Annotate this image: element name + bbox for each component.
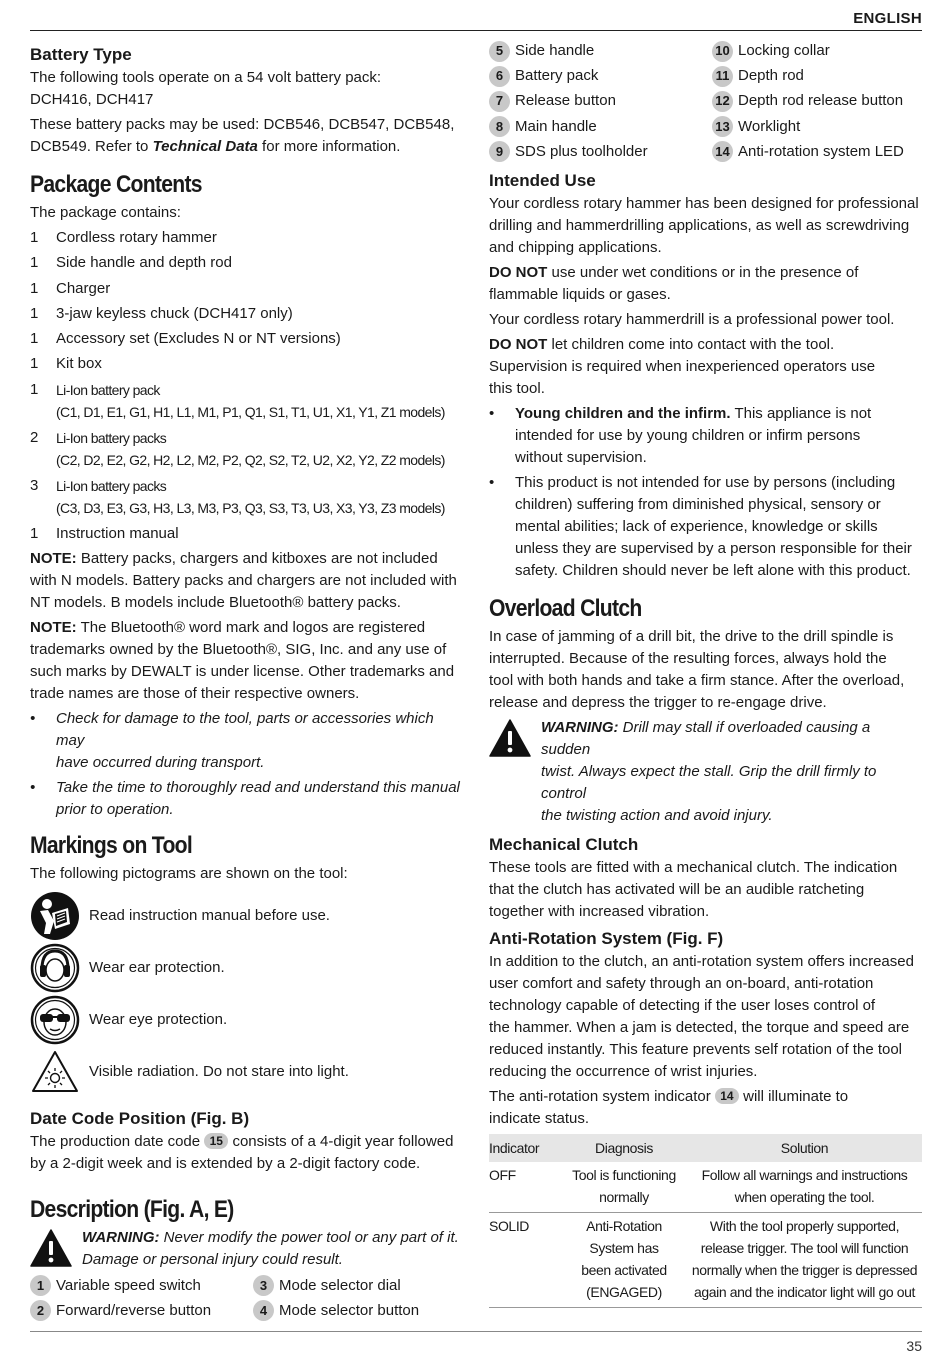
note-1 — [30, 548, 465, 614]
table-row — [489, 1162, 922, 1213]
warning-line: twist. Always expect the stall. Grip the drill firmly to control — [541, 762, 877, 802]
paragraph-line: tool with both hands and take a firm stance. After the overload, — [489, 671, 905, 689]
read-manual-icon — [30, 891, 80, 941]
cell-line: when operating the tool. — [734, 1188, 875, 1205]
paragraph-line: technology capable of detecting if the user loses control of — [489, 996, 876, 1014]
part-label: Locking collar — [738, 42, 830, 59]
list-text — [56, 379, 465, 423]
mechanical-clutch-heading: Mechanical Clutch — [489, 834, 639, 854]
part-item — [30, 1300, 253, 1322]
part-label: Mode selector dial — [279, 1276, 401, 1294]
battery-type-line: DCH416, DCH417 — [30, 91, 154, 108]
list-text: Cordless rotary hammer — [56, 229, 217, 246]
note-line: The Bluetooth® word mark and logos are registered — [76, 618, 426, 636]
part-item — [712, 65, 922, 87]
list-qty: 1 — [30, 254, 39, 272]
list-qty: 2 — [30, 428, 39, 446]
list-item — [30, 328, 465, 350]
cell-line: release trigger. The tool will function — [700, 1239, 909, 1256]
cell-line: again and the indicator light will go out — [694, 1283, 915, 1300]
pictogram-text: Read instruction manual before use. — [89, 906, 330, 924]
bullet-text — [56, 777, 465, 821]
description-warning — [30, 1227, 465, 1271]
package-contents-heading: Package Contents — [30, 171, 202, 198]
battery-type-line: These battery packs may be used: DCB546, DCB547, DCB548, — [30, 116, 455, 133]
cell-line: Follow all warnings and instructions — [701, 1166, 908, 1183]
emphasis: DO NOT — [489, 335, 548, 353]
list-line: Li-Ion battery packs — [56, 477, 167, 494]
bullet-text — [515, 472, 922, 582]
bullet-line: Check for damage to the tool, parts or accessories which may — [56, 709, 434, 749]
paragraph-line: interrupted. Because of the resulting forces, always hold the — [489, 649, 887, 667]
list-qty: 3 — [30, 476, 39, 494]
note-line: with N models. Battery packs and chargers are not included with — [30, 571, 457, 589]
list-qty: 1 — [30, 304, 39, 322]
bullet-item — [489, 472, 922, 582]
paragraph-line: These tools are fitted with a mechanical clutch. The indication — [489, 858, 898, 876]
bullet-text — [56, 708, 465, 774]
paragraph-line: Supervision is required when inexperienced operators use — [489, 357, 876, 375]
package-bullets — [30, 708, 465, 821]
list-text: Accessory set (Excludes N or NT versions) — [56, 330, 341, 348]
warning-label: WARNING: — [541, 718, 619, 736]
warning-text — [82, 1227, 465, 1271]
pictogram-text: Wear eye protection. — [89, 1010, 228, 1028]
pictogram-row — [30, 942, 465, 994]
bullet-dot: • — [489, 404, 495, 422]
list-line: (C1, D1, E1, G1, H1, L1, M1, P1, Q1, S1, T1, U1, X1, Y1, Z1 models) — [56, 403, 445, 420]
parts-list-right — [489, 40, 922, 163]
list-item — [30, 475, 465, 519]
bullet-line: prior to operation. — [56, 800, 174, 818]
solution-cell — [687, 1212, 922, 1307]
bullet-item — [30, 708, 465, 774]
table-header: Solution — [687, 1134, 922, 1162]
list-line: (C2, D2, E2, G2, H2, L2, M2, P2, Q2, S2, T2, U2, X2, Y2, Z2 models) — [56, 451, 445, 468]
part-number-badge: 6 — [489, 66, 510, 87]
diagnosis-cell — [561, 1212, 687, 1307]
part-label: Worklight — [738, 117, 801, 135]
paragraph-line: In case of jamming of a drill bit, the drive to the drill spindle is — [489, 627, 894, 645]
note-line: trademarks owned by the Bluetooth®, SIG, Inc. and any use of — [30, 640, 447, 658]
paragraph-line: children) suffering from diminished physical, sensory or — [515, 495, 881, 513]
part-item — [30, 1275, 253, 1297]
technical-data-ref: Technical Data — [152, 138, 258, 155]
part-number-badge: 12 — [712, 91, 733, 112]
anti-rotation-paragraph-1 — [489, 951, 922, 1083]
status-table — [489, 1134, 922, 1308]
list-item — [30, 303, 465, 325]
paragraph-line: mental abilities; lack of experience, knowledge or skills — [515, 517, 878, 535]
cell-line: Tool is functioning — [572, 1166, 676, 1183]
paragraph-line: together with increased vibration. — [489, 902, 710, 920]
description-heading: Description (Fig. A, E) — [30, 1195, 234, 1223]
paragraph-line: In addition to the clutch, an anti-rotation system offers increased — [489, 952, 914, 970]
list-text — [56, 427, 465, 471]
callout-badge: 14 — [715, 1088, 739, 1104]
part-number-badge: 7 — [489, 91, 510, 112]
part-number-badge: 4 — [253, 1300, 274, 1321]
list-qty: 1 — [30, 279, 39, 297]
package-battery-list — [30, 379, 465, 519]
list-text: Instruction manual — [56, 524, 179, 542]
language-label: ENGLISH — [853, 10, 922, 27]
anti-rotation-heading: Anti-Rotation System (Fig. F) — [489, 928, 724, 948]
eye-protection-icon — [30, 995, 80, 1045]
paragraph-line: intended for use by young children or infirm persons — [515, 426, 861, 444]
bullet-item — [489, 403, 922, 469]
list-line: Li-Ion battery pack — [56, 381, 160, 398]
part-number-badge: 13 — [712, 116, 733, 137]
cell-line: normally when the trigger is depressed — [691, 1261, 918, 1278]
list-text: Side handle and depth rod — [56, 254, 232, 272]
part-label: SDS plus toolholder — [515, 142, 648, 160]
paragraph-line: Your cordless rotary hammer has been designed for professional — [489, 194, 919, 212]
list-line: Li-Ion battery packs — [56, 429, 167, 446]
emphasis: Young children and the infirm. — [515, 404, 731, 422]
list-text: 3-jaw keyless chuck (DCH417 only) — [56, 304, 293, 322]
part-number-badge: 5 — [489, 41, 510, 62]
intended-use-paragraph-4 — [489, 334, 922, 400]
paragraph-line: that the clutch has activated will be an audible ratcheting — [489, 880, 865, 898]
part-label: Side handle — [515, 42, 595, 59]
header-rule — [30, 30, 922, 31]
list-item — [30, 227, 465, 249]
list-text: Charger — [56, 279, 111, 297]
part-label: Battery pack — [515, 67, 599, 85]
part-number-badge: 1 — [30, 1275, 51, 1296]
pictogram-text: Visible radiation. Do not stare into light. — [89, 1062, 349, 1080]
paragraph-line: flammable liquids or gases. — [489, 285, 671, 303]
intended-use-paragraph-1 — [489, 193, 922, 259]
paragraph-line: the hammer. When a jam is detected, the torque and speed are — [489, 1018, 910, 1036]
bullet-dot: • — [489, 473, 495, 491]
note-label: NOTE: — [30, 549, 77, 567]
battery-type-paragraph-1 — [30, 67, 465, 111]
paragraph-line: use under wet conditions or in the presence of — [547, 263, 859, 281]
note-2 — [30, 617, 465, 705]
battery-type-line: The following tools operate on a 54 volt battery pack: — [30, 69, 382, 86]
part-number-badge: 8 — [489, 116, 510, 137]
part-item — [712, 40, 922, 62]
paragraph-line: drilling and hammerdrilling applications, as well as screwdriving — [489, 216, 910, 234]
list-line: (C3, D3, E3, G3, H3, L3, M3, P3, Q3, S3, T3, U3, X3, Y3, Z3 models) — [56, 499, 445, 516]
callout-badge: 15 — [204, 1133, 228, 1149]
paragraph-line: This product is not intended for use by persons (including — [515, 473, 896, 491]
cell-line: Anti-Rotation — [586, 1217, 662, 1234]
paragraph-line: without supervision. — [515, 448, 647, 466]
paragraph-line: release and depress the trigger to re-engage drive. — [489, 693, 827, 711]
paragraph-line: user comfort and safety through an on-board, anti-rotation — [489, 974, 874, 992]
part-item — [253, 1275, 463, 1297]
diagnosis-cell — [561, 1162, 687, 1213]
pictogram-row — [30, 1046, 465, 1098]
list-qty: 1 — [30, 330, 39, 348]
bullet-item — [30, 777, 465, 821]
battery-type-heading: Battery Type — [30, 45, 132, 64]
cell-line: normally — [599, 1188, 649, 1205]
warning-line: Drill may stall if overloaded causing a sudden — [541, 718, 871, 758]
warning-text — [541, 717, 922, 827]
paragraph-line: this tool. — [489, 379, 545, 397]
list-item — [30, 379, 465, 423]
list-item — [30, 353, 465, 375]
note-line: trade names are those of their respective owners. — [30, 684, 360, 702]
list-item — [30, 252, 465, 274]
markings-intro: The following pictograms are shown on the tool: — [30, 864, 348, 882]
package-contents-list — [30, 227, 465, 375]
ear-protection-icon — [30, 943, 80, 993]
warning-icon — [30, 1229, 72, 1267]
part-number-badge: 10 — [712, 41, 733, 62]
list-item — [30, 523, 465, 545]
warning-line: Never modify the power tool or any part of it. — [159, 1228, 459, 1246]
package-contents-intro: The package contains: — [30, 204, 181, 221]
part-item — [712, 141, 922, 163]
part-number-badge: 9 — [489, 141, 510, 162]
table-header: Indicator — [489, 1134, 561, 1162]
list-qty: 1 — [30, 355, 39, 373]
anti-rotation-paragraph-2 — [489, 1086, 922, 1130]
paragraph-line: This appliance is not — [730, 404, 872, 422]
indicator-cell: SOLID — [489, 1217, 530, 1234]
battery-type-line: DCB549. Refer to — [30, 138, 153, 155]
bullet-text — [515, 403, 922, 469]
bullet-dot: • — [30, 778, 36, 796]
bullet-line: Take the time to thoroughly read and understand this manual — [56, 778, 460, 796]
cell-line: been activated — [581, 1261, 667, 1278]
date-code-paragraph — [30, 1131, 465, 1175]
pictogram-text: Wear ear protection. — [89, 958, 225, 976]
paragraph-line: reduced instantly. This feature prevents self rotation of the tool — [489, 1040, 903, 1058]
part-label: Variable speed switch — [56, 1276, 201, 1294]
emphasis: DO NOT — [489, 263, 548, 281]
overload-clutch-heading: Overload Clutch — [489, 594, 642, 622]
part-item — [253, 1300, 463, 1322]
part-item — [489, 116, 712, 138]
overload-clutch-paragraph — [489, 626, 922, 714]
part-label: Anti-rotation system LED — [738, 142, 904, 160]
cell-line: With the tool properly supported, — [709, 1217, 900, 1234]
battery-type-line: for more information. — [257, 138, 401, 155]
overload-warning — [489, 717, 922, 827]
list-qty: 1 — [30, 380, 39, 398]
footer-rule — [30, 1331, 922, 1332]
date-code-line: by a 2-digit week and is extended by a 2-digit factory code. — [30, 1154, 421, 1172]
mechanical-clutch-paragraph — [489, 857, 922, 923]
cell-line: (ENGAGED) — [586, 1283, 662, 1300]
parts-list-left — [30, 1275, 465, 1322]
paragraph-line: indicate status. — [489, 1109, 590, 1127]
left-column — [30, 40, 465, 1322]
page-number: 35 — [906, 1338, 922, 1354]
part-item — [489, 40, 712, 62]
pictogram-row — [30, 890, 465, 942]
intended-use-paragraph-2 — [489, 262, 922, 306]
paragraph-line: The anti-rotation system indicator — [489, 1087, 715, 1105]
part-item — [489, 90, 712, 112]
list-text: Kit box — [56, 355, 102, 373]
list-text — [56, 475, 465, 519]
intended-use-heading: Intended Use — [489, 170, 596, 190]
list-qty: 1 — [30, 524, 39, 542]
pictogram-row — [30, 994, 465, 1046]
part-item — [489, 141, 712, 163]
markings-heading: Markings on Tool — [30, 831, 193, 859]
part-item — [489, 65, 712, 87]
part-label: Mode selector button — [279, 1301, 420, 1319]
solution-cell — [687, 1162, 922, 1213]
note-line: Battery packs, chargers and kitboxes are not included — [76, 549, 438, 567]
paragraph-line: and chipping applications. — [489, 238, 662, 256]
paragraph-line: safety. Children should never be left alone with this product. — [515, 561, 911, 579]
date-code-heading: Date Code Position (Fig. B) — [30, 1108, 250, 1128]
right-column — [489, 40, 922, 1308]
part-number-badge: 14 — [712, 141, 733, 162]
battery-type-paragraph-2 — [30, 114, 465, 158]
table-row — [489, 1212, 922, 1307]
part-label: Main handle — [515, 117, 597, 135]
intended-use-paragraph-3: Your cordless rotary hammerdrill is a professional power tool. — [489, 310, 895, 328]
list-item — [30, 278, 465, 300]
part-number-badge: 11 — [712, 66, 733, 87]
part-label: Depth rod release button — [738, 92, 904, 110]
note-line: such marks by DEWALT is under license. Other trademarks and — [30, 662, 455, 680]
note-label: NOTE: — [30, 618, 77, 636]
warning-icon — [489, 719, 531, 757]
warning-line: Damage or personal injury could result. — [82, 1250, 343, 1268]
part-item — [712, 116, 922, 138]
part-label: Release button — [515, 92, 616, 110]
paragraph-line: unless they are supervised by a person responsible for their — [515, 539, 912, 557]
table-header-row — [489, 1134, 922, 1162]
table-header: Diagnosis — [561, 1134, 687, 1162]
bullet-dot: • — [30, 709, 36, 727]
paragraph-line: will illuminate to — [738, 1087, 849, 1105]
part-item — [712, 90, 922, 112]
date-code-line: The production date code — [30, 1132, 205, 1150]
visible-radiation-icon — [30, 1047, 80, 1097]
part-label: Forward/reverse button — [56, 1301, 212, 1319]
list-qty: 1 — [30, 229, 39, 246]
warning-line: the twisting action and avoid injury. — [541, 806, 773, 824]
part-number-badge: 2 — [30, 1300, 51, 1321]
part-number-badge: 3 — [253, 1275, 274, 1296]
part-label: Depth rod — [738, 67, 804, 85]
warning-label: WARNING: — [82, 1228, 160, 1246]
paragraph-line: reducing the occurrence of wrist injuries. — [489, 1062, 758, 1080]
indicator-cell: OFF — [489, 1166, 516, 1183]
bullet-line: have occurred during transport. — [56, 753, 265, 771]
cell-line: System has — [589, 1239, 659, 1256]
paragraph-line: let children come into contact with the tool. — [547, 335, 835, 353]
note-line: NT models. B models include Bluetooth® battery packs. — [30, 593, 401, 611]
table-body — [489, 1162, 922, 1308]
date-code-line: consists of a 4-digit year followed — [228, 1132, 454, 1150]
list-item — [30, 427, 465, 471]
